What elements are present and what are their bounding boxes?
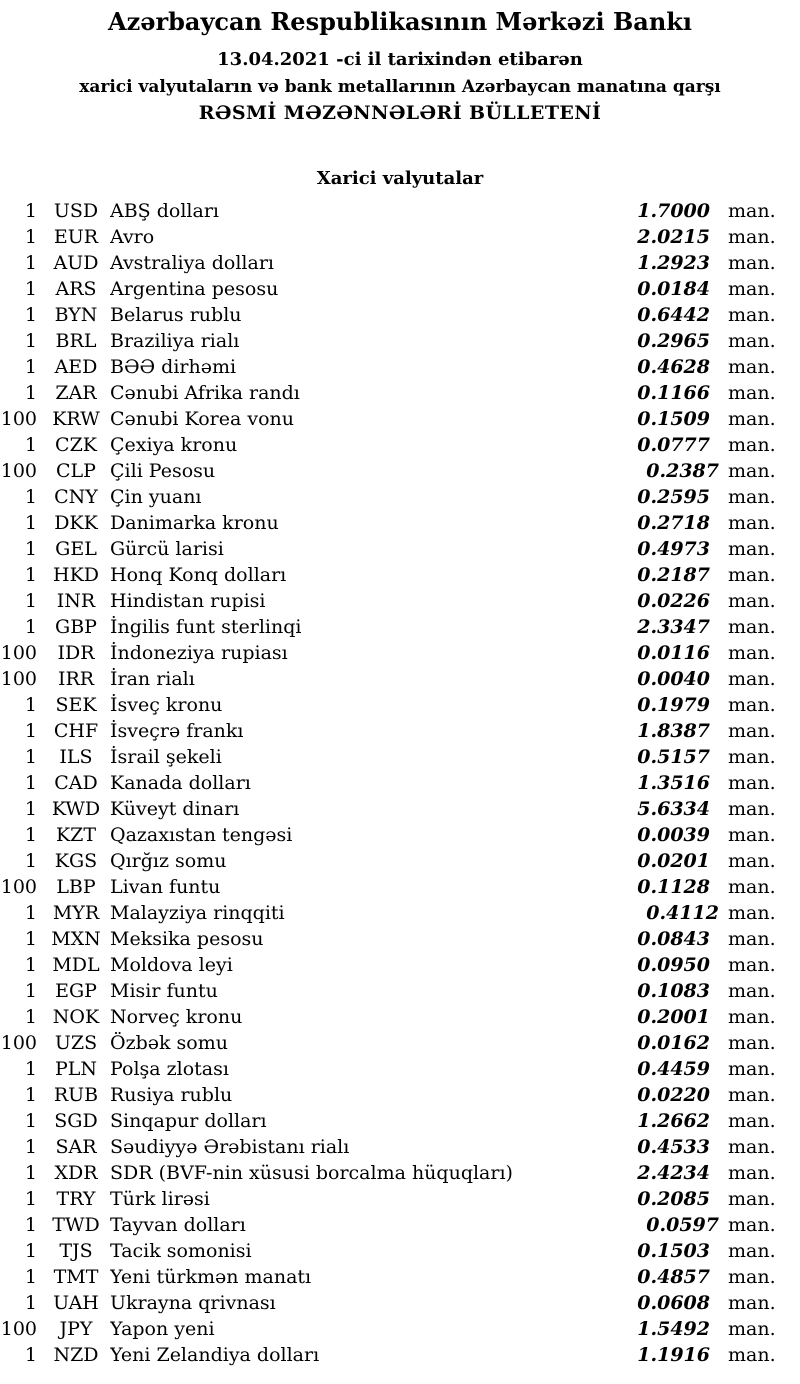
section-title-foreign-currencies: Xarici valyutalar [316,168,484,189]
unit-label: man. [728,200,776,222]
rate-value: 2.0215 [637,226,710,248]
unit-label: man. [728,1188,776,1210]
rate-value: 0.2718 [637,512,710,534]
currency-name: Sinqapur dolları [110,1110,267,1132]
currency-code: PLN [54,1058,98,1080]
rate-value: 0.1166 [637,382,710,404]
currency-code: EUR [53,226,99,248]
currency-name: Malayziya rinqqiti [110,902,285,924]
unit-label: man. [728,954,776,976]
unit-label: man. [728,304,776,326]
currency-name: Səudiyyə Ərəbistanı rialı [110,1136,350,1158]
rate-value: 0.0950 [637,954,710,976]
rate-value: 1.2662 [637,1110,710,1132]
rate-value: 0.2187 [637,564,710,586]
rate-value: 0.1503 [637,1240,710,1262]
rate-value: 0.0162 [637,1032,710,1054]
currency-name: Tacik somonisi [110,1240,252,1262]
table-row [0,1082,800,1108]
currency-name: Hindistan rupisi [110,590,266,612]
bank-name-title: Azərbaycan Respublikasının Mərkəzi Bankı [107,7,693,36]
currency-quantity: 1 [24,330,37,352]
currency-name: Avstraliya dolları [110,252,274,274]
table-row [0,302,800,328]
table-row [0,536,800,562]
table-row [0,1238,800,1264]
currency-quantity: 1 [24,590,37,612]
currency-quantity: 100 [0,1318,37,1340]
currency-quantity: 1 [24,382,37,404]
table-row [0,1108,800,1134]
table-row [0,1290,800,1316]
currency-name: Honq Konq dolları [110,564,287,586]
currency-code: NOK [52,1006,100,1028]
currency-name: Çexiya kronu [110,434,238,456]
currency-name: Rusiya rublu [110,1084,233,1106]
currency-quantity: 100 [0,642,37,664]
rate-value: 5.6334 [637,798,710,820]
currency-code: BRL [55,330,97,352]
currency-name: Meksika pesosu [110,928,264,950]
rate-value: 0.1128 [637,876,710,898]
rate-value: 0.2965 [637,330,710,352]
currency-quantity: 1 [24,512,37,534]
unit-label: man. [728,1214,776,1236]
rate-value: 1.3516 [637,772,710,794]
currency-name: İngilis funt sterlinqi [110,616,302,638]
unit-label: man. [728,824,776,846]
currency-name: Yeni Zelandiya dolları [110,1344,320,1366]
currency-code: MXN [51,928,101,950]
currency-quantity: 100 [0,1032,37,1054]
unit-label: man. [728,850,776,872]
currency-quantity: 1 [24,772,37,794]
rate-value: 0.2001 [637,1006,710,1028]
table-row [0,562,800,588]
rate-value: 0.4112 [646,902,719,924]
currency-code: USD [53,200,99,222]
currency-code: NZD [53,1344,99,1366]
subject-line: xarici valyutaların və bank metallarının Azərbaycan manatına qarşı [79,77,721,97]
currency-quantity: 1 [24,824,37,846]
currency-code: JPY [59,1318,93,1340]
currency-quantity: 1 [24,564,37,586]
rate-value: 0.2387 [646,460,719,482]
effective-date-line: 13.04.2021 -ci il tarixindən etibarən [217,49,583,70]
currency-name: Misir funtu [110,980,218,1002]
table-row [0,588,800,614]
currency-code: CHF [53,720,99,742]
currency-name: Kanada dolları [110,772,251,794]
currency-quantity: 1 [24,1110,37,1132]
currency-code: XDR [54,1162,98,1184]
currency-code: HKD [53,564,99,586]
unit-label: man. [728,512,776,534]
currency-quantity: 1 [24,1240,37,1262]
currency-code: LBP [56,876,96,898]
table-row [0,458,800,484]
unit-label: man. [728,668,776,690]
unit-label: man. [728,798,776,820]
unit-label: man. [728,278,776,300]
rate-value: 0.4459 [637,1058,710,1080]
currency-code: AUD [53,252,99,274]
table-row [0,666,800,692]
rate-value: 0.0220 [637,1084,710,1106]
table-row [0,952,800,978]
currency-name: İsveçrə frankı [110,720,244,742]
table-row [0,1316,800,1342]
rate-value: 2.3347 [637,616,710,638]
currency-code: AED [54,356,98,378]
currency-code: SAR [55,1136,97,1158]
rate-value: 0.4973 [637,538,710,560]
rate-value: 0.0039 [637,824,710,846]
table-row [0,1056,800,1082]
currency-code: ARS [55,278,97,300]
currency-code: SEK [55,694,97,716]
currency-quantity: 1 [24,616,37,638]
currency-quantity: 1 [24,486,37,508]
unit-label: man. [728,720,776,742]
currency-name: Norveç kronu [110,1006,243,1028]
currency-code: ILS [59,746,93,768]
table-row [0,926,800,952]
rate-value: 0.0608 [637,1292,710,1314]
unit-label: man. [728,1344,776,1366]
table-row [0,1030,800,1056]
table-row [0,744,800,770]
currency-code: GEL [55,538,97,560]
rate-value: 0.1509 [637,408,710,430]
currency-code: DKK [54,512,98,534]
rate-value: 0.0777 [637,434,710,456]
currency-name: Küveyt dinarı [110,798,240,820]
rate-value: 0.4533 [637,1136,710,1158]
currency-code: CNY [54,486,98,508]
rate-value: 0.0040 [637,668,710,690]
table-row [0,1342,800,1368]
table-row [0,354,800,380]
currency-name: Belarus rublu [110,304,242,326]
currency-name: Moldova leyi [110,954,233,976]
currency-quantity: 1 [24,1162,37,1184]
currency-name: ABŞ dolları [110,200,219,222]
currency-quantity: 1 [24,1058,37,1080]
currency-quantity: 1 [24,1292,37,1314]
currency-code: TMT [53,1266,99,1288]
currency-quantity: 1 [24,252,37,274]
rate-value: 0.0843 [637,928,710,950]
rate-value: 1.8387 [637,720,710,742]
rate-value: 1.5492 [637,1318,710,1340]
rate-value: 0.4628 [637,356,710,378]
bulletin-header [0,8,800,125]
currency-quantity: 1 [24,1214,37,1236]
currency-quantity: 1 [24,200,37,222]
currency-name: Braziliya rialı [110,330,240,352]
currency-code: CZK [55,434,97,456]
rate-value: 0.1083 [637,980,710,1002]
unit-label: man. [728,460,776,482]
unit-label: man. [728,408,776,430]
unit-label: man. [728,330,776,352]
table-row [0,900,800,926]
table-row [0,510,800,536]
unit-label: man. [728,1240,776,1262]
currency-name: Türk lirəsi [110,1188,210,1210]
table-row [0,640,800,666]
unit-label: man. [728,902,776,924]
currency-code: CLP [56,460,96,482]
unit-label: man. [728,1136,776,1158]
currency-name: Çin yuanı [110,486,202,508]
rate-value: 0.0226 [637,590,710,612]
currency-quantity: 1 [24,226,37,248]
unit-label: man. [728,1110,776,1132]
table-row [0,198,800,224]
currency-quantity: 100 [0,460,37,482]
unit-label: man. [728,876,776,898]
currency-name: Yapon yeni [110,1318,215,1340]
currency-quantity: 1 [24,694,37,716]
currency-name: Avro [110,226,155,248]
currency-code: UZS [54,1032,98,1054]
currency-name: İran rialı [110,668,195,690]
currency-code: CAD [54,772,98,794]
unit-label: man. [728,1058,776,1080]
currency-quantity: 1 [24,356,37,378]
currency-code: RUB [53,1084,99,1106]
table-row [0,1186,800,1212]
currency-quantity: 1 [24,1006,37,1028]
rate-value: 0.0597 [646,1214,719,1236]
currency-quantity: 1 [24,1188,37,1210]
unit-label: man. [728,980,776,1002]
currency-quantity: 1 [24,798,37,820]
currency-name: Polşa zlotası [110,1058,229,1080]
table-row [0,614,800,640]
currency-name: Livan funtu [110,876,221,898]
currency-quantity: 1 [24,278,37,300]
unit-label: man. [728,616,776,638]
unit-label: man. [728,1084,776,1106]
currency-quantity: 1 [24,1136,37,1158]
currency-name: Danimarka kronu [110,512,279,534]
currency-name: Gürcü larisi [110,538,224,560]
currency-name: İndoneziya rupiası [110,642,288,664]
unit-label: man. [728,928,776,950]
table-row [0,1160,800,1186]
currency-code: MDL [52,954,100,976]
currency-code: ZAR [55,382,97,404]
table-row [0,770,800,796]
table-row [0,796,800,822]
rate-value: 0.0201 [637,850,710,872]
currency-code: GBP [55,616,97,638]
currency-code: BYN [54,304,98,326]
currency-quantity: 1 [24,1266,37,1288]
table-row [0,874,800,900]
currency-name: İsveç kronu [110,694,223,716]
table-row [0,1004,800,1030]
currency-code: UAH [53,1292,99,1314]
currency-quantity: 1 [24,746,37,768]
rate-value: 0.2085 [637,1188,710,1210]
currency-code: IRR [57,668,95,690]
unit-label: man. [728,1292,776,1314]
rates-table [0,198,800,1368]
unit-label: man. [728,642,776,664]
currency-quantity: 1 [24,538,37,560]
currency-quantity: 1 [24,980,37,1002]
currency-name: İsrail şekeli [110,746,222,768]
table-row [0,250,800,276]
table-row [0,328,800,354]
currency-code: IDR [57,642,95,664]
table-row [0,224,800,250]
rate-value: 0.1979 [637,694,710,716]
unit-label: man. [728,538,776,560]
currency-quantity: 1 [24,850,37,872]
table-row [0,1212,800,1238]
currency-quantity: 1 [24,434,37,456]
rate-value: 1.1916 [637,1344,710,1366]
currency-name: Yeni türkmən manatı [110,1266,312,1288]
rate-value: 1.7000 [637,200,710,222]
bulletin-title: RƏSMİ MƏZƏNNƏLƏRİ BÜLLETENİ [198,102,602,124]
unit-label: man. [728,746,776,768]
currency-code: EGP [55,980,97,1002]
currency-code: MYR [52,902,100,924]
unit-label: man. [728,226,776,248]
table-row [0,432,800,458]
currency-quantity: 100 [0,408,37,430]
currency-quantity: 100 [0,668,37,690]
currency-code: KGS [54,850,98,872]
currency-name: Cənubi Afrika randı [110,382,300,404]
table-row [0,692,800,718]
unit-label: man. [728,1266,776,1288]
unit-label: man. [728,434,776,456]
unit-label: man. [728,1318,776,1340]
currency-quantity: 1 [24,304,37,326]
table-row [0,1264,800,1290]
currency-name: Ukrayna qrivnası [110,1292,276,1314]
rate-value: 0.4857 [637,1266,710,1288]
table-row [0,276,800,302]
currency-code: SGD [54,1110,98,1132]
rate-value: 0.0184 [637,278,710,300]
table-row [0,406,800,432]
rate-value: 2.4234 [637,1162,710,1184]
currency-quantity: 1 [24,720,37,742]
currency-code: KWD [51,798,101,820]
currency-name: SDR (BVF-nin xüsusi borcalma hüquqları) [110,1162,513,1184]
currency-code: TJS [59,1240,93,1262]
unit-label: man. [728,772,776,794]
table-row [0,484,800,510]
table-row [0,848,800,874]
unit-label: man. [728,252,776,274]
unit-label: man. [728,1032,776,1054]
currency-quantity: 1 [24,928,37,950]
unit-label: man. [728,356,776,378]
currency-code: KRW [52,408,100,430]
table-row [0,1134,800,1160]
currency-quantity: 1 [24,954,37,976]
unit-label: man. [728,382,776,404]
rate-value: 0.6442 [637,304,710,326]
currency-code: TRY [56,1188,96,1210]
currency-name: Çili Pesosu [110,460,216,482]
currency-code: TWD [52,1214,100,1236]
currency-name: BƏƏ dirhəmi [110,356,237,378]
unit-label: man. [728,486,776,508]
currency-quantity: 1 [24,1084,37,1106]
currency-quantity: 1 [24,902,37,924]
currency-name: Qırğız somu [110,850,227,872]
currency-name: Cənubi Korea vonu [110,408,294,430]
currency-quantity: 1 [24,1344,37,1366]
unit-label: man. [728,564,776,586]
currency-name: Özbək somu [110,1032,228,1054]
unit-label: man. [728,694,776,716]
rate-value: 0.5157 [637,746,710,768]
table-row [0,978,800,1004]
table-row [0,822,800,848]
currency-code: KZT [55,824,97,846]
rate-value: 0.2595 [637,486,710,508]
rate-value: 1.2923 [637,252,710,274]
unit-label: man. [728,1162,776,1184]
currency-name: Argentina pesosu [110,278,279,300]
table-row [0,718,800,744]
currency-code: INR [56,590,96,612]
currency-quantity: 100 [0,876,37,898]
unit-label: man. [728,590,776,612]
rate-value: 0.0116 [637,642,710,664]
table-row [0,380,800,406]
unit-label: man. [728,1006,776,1028]
currency-name: Tayvan dolları [110,1214,246,1236]
currency-name: Qazaxıstan tengəsi [110,824,293,846]
